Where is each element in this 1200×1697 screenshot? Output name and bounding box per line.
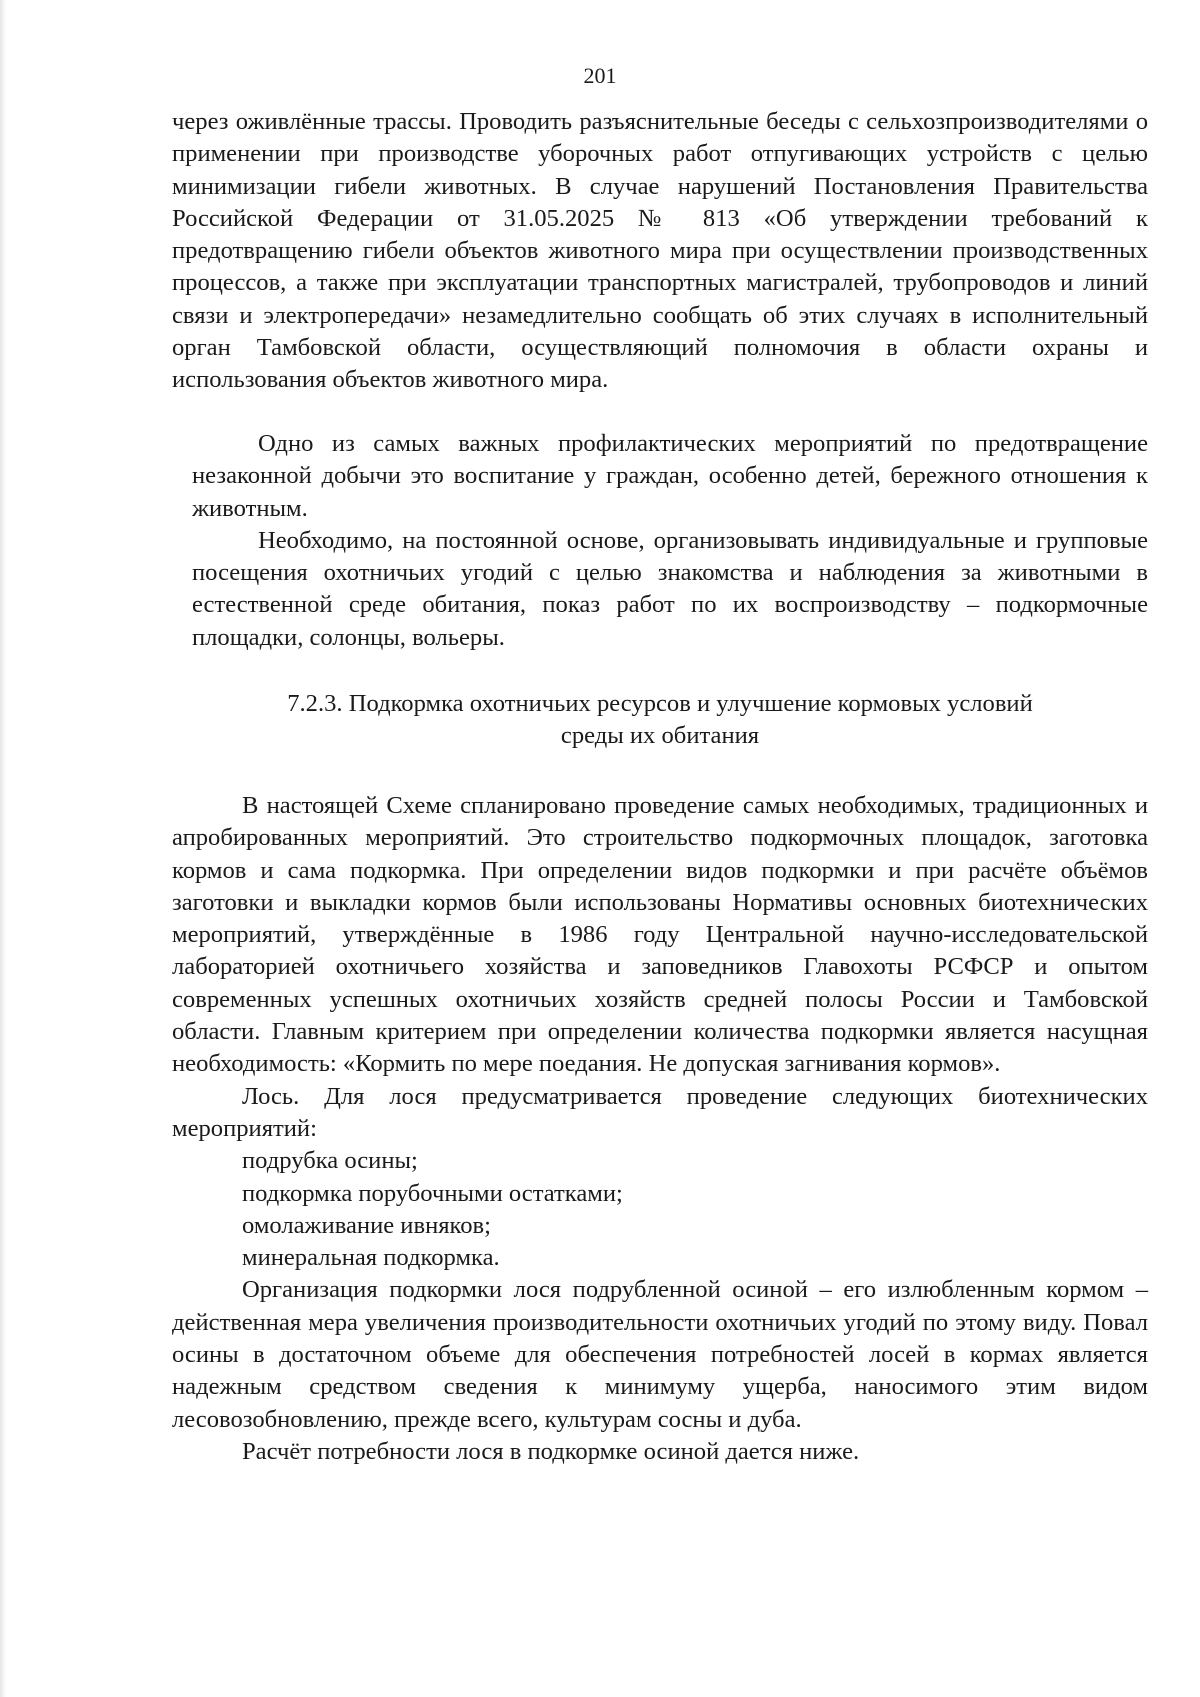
list-item: подкормка порубочными остатками; [242,1179,623,1207]
page-number: 201 [583,63,617,88]
list-item: минеральная подкормка. [242,1244,500,1272]
paragraph-scheme-intro: В настоящей Схеме спланировано проведение самых необходимых, традиционных и апробированных мероприятий. Это строительство подкормочных площадок, заготовка кормов и сама подкормка. При определении видов подкормки и при расчёте объёмов заготовки и выкладки кормов были использованы Нормативы основных биотехнических мероприятий, утверждённые в 1986 году Центральной научно-исследовательской лабораторией охотничьего хозяйства и заповедников Главохоты РСФСР и опытом современных успешных охотничьих хозяйств средней полосы России и Тамбовской области. Главным критерием при определении количества подкормки является насущная необходимость: «Кормить по мере поедания. Не допуская загнивания кормов». [172,792,1148,1078]
scan-edge-shadow [0,0,6,1697]
text-block-bottom [172,790,1148,1468]
paragraph-prevention: Одно из самых важных профилактических мероприятий по предотвращение незаконной добычи это воспитание у граждан, особенно детей, бережного отношения к животным. [192,430,1148,522]
text-block-middle [192,428,1148,654]
paragraph-visits: Необходимо, на постоянной основе, организовывать индивидуальные и групповые посещения охотничьих угодий с целью знакомства и наблюдения за животными в естественной среде обитания, показ работ по их воспроизводству – подкормочные площадки, солонцы, вольеры. [192,526,1148,651]
paragraph-aspen-feeding: Организация подкормки лося подрубленной осиной – его излюбленным кормом – действенная мера увеличения производительности охотничьих угодий по этому виду. Повал осины в достаточном объеме для обеспечения потребностей лосей в кормах является надежным средством сведения к минимуму ущерба, наносимого этим видом лесовозобновлению, прежде всего, культурам сосны и дуба. [172,1276,1148,1433]
paragraph-continuation: через оживлённые трассы. Проводить разъяснительные беседы с сельхозпроизводителями о применении при производстве уборочных работ отпугивающих устройств с целью минимизации гибели животных. В случае нарушений Постановления Правительства Российской Федерации от 31.05.2025 № 813 «Об утверждении требований к предотвращению гибели объектов животного мира при осуществлении производственных процессов, а также при эксплуатации транспортных магистралей, трубопроводов и линий связи и электропередачи» незамедлительно сообщать об этих случаях в исполнительный орган Тамбовской области, осуществляющий полномочия в области охраны и использования объектов животного мира. [172,108,1148,394]
section-heading [172,688,1148,753]
list-item: омолаживание ивняков; [242,1211,491,1239]
list-item: подрубка осины; [242,1147,418,1175]
paragraph-moose-intro: Лось. Для лося предусматривается проведение следующих биотехнических мероприятий: [172,1082,1148,1142]
section-heading-line-1: 7.2.3. Подкормка охотничьих ресурсов и улучшение кормовых условий [287,690,1033,717]
paragraph-calculation-note: Расчёт потребности лося в подкормке осиной дается ниже. [242,1437,860,1465]
section-heading-line-2: среды их обитания [560,722,760,750]
text-block-top [172,106,1148,397]
